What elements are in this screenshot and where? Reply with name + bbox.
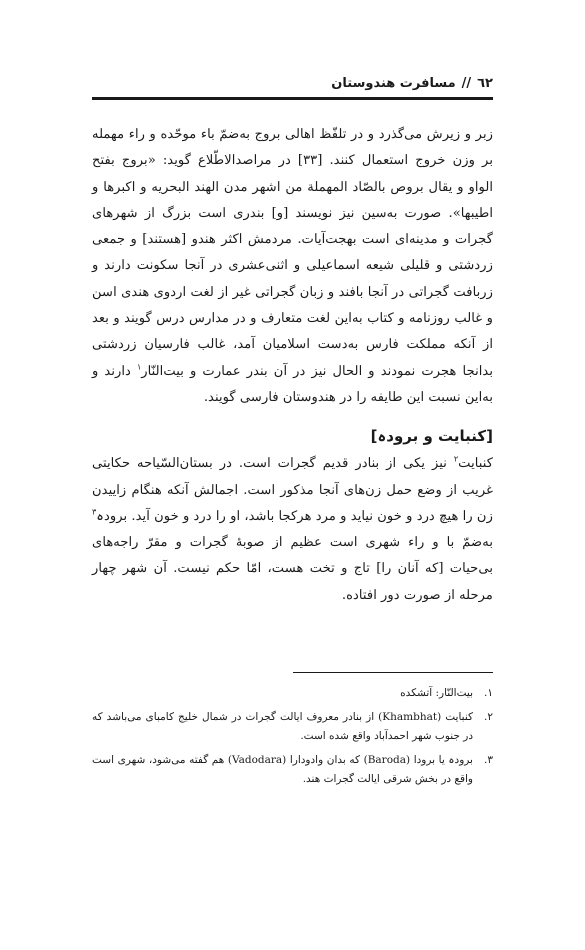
header-rule [92, 97, 493, 100]
footnote-item [92, 751, 493, 790]
paragraph-borouj-tail: دارند و به‌این نسبت این طایفه را در هندوستان فارسی گویند. [92, 363, 493, 405]
footnote-item [92, 708, 493, 747]
page-number: ٦٢ [477, 75, 493, 91]
paragraph-borouj-text: زبر و زیرش می‌گذرد و در تلفّظ اهالی بروج به‌ضمّ باء موحّده و راء مهمله بر وزن خروج استعمال کنند. [۳۳] در مراصدالاطّلاع گوید: «بروج بفتح الواو و يقال بروص بالصّاد المهملة من اشهر مدن الهند البحريه و اكبرها و اطيبها». صورت به‌سین نیز نویسند [و] بندری است بزرگ از شهرهای گجرات و مدینه‌ای است بهجت‌آیات. مردمش اکثر هندو [هستند] و جمعی زردشتی و قلیلی شیعه اسماعیلی و اثنی‌عشری در آنجا سکونت دارند و زربافت گجراتی در آنجا بافند و زبان گجراتی غیر از لغت اردوی هندی اسن و غالب روزنامه و کتاب به‌این لغت متعارف و در مدارس درس گویند و بعد از آنکه مملکت فارس به‌دست اسلامیان آمد، غالب فارسیان زردشتی بدانجا هجرت نمودند و الحال نیز در آن بندر عمارت و [92, 127, 494, 379]
section-heading: [کنبایت و برودہ] [370, 427, 493, 446]
footnote-mark-1[interactable]: ۱ [136, 362, 142, 372]
footnote-number: ۳. [484, 753, 493, 766]
footnote-mark-2[interactable]: ۲ [453, 454, 459, 464]
term-kanbayat: کنبایت [458, 456, 493, 472]
paragraph-kanbayat-text-a: نیز یکی از بنادر قدیم گجرات است. در بستان‌السّیاحه حکایتی غریب از وضع حمل زن‌های آنجا مذکور است. اجمالش آنکه هنگام زاییدن زن را هیچ درد و خون نیاید و مرد هرکجا باشد، او را درد و خون آید. برودہ [92, 456, 493, 524]
book-title: مسافرت هندوستان [331, 75, 456, 91]
footnote-text: بیت‌النّار: آتشکده [400, 687, 473, 699]
footnote-mark-3[interactable]: ۳ [92, 507, 97, 517]
running-header [92, 70, 493, 96]
main-text [92, 122, 493, 609]
paragraph-kanbayat [92, 451, 493, 609]
header-separator: // [461, 75, 472, 91]
paragraph-kanbayat-text-b: به‌ضمّ با و راء شهری است عظیم از صوبهٔ گجرات و مقرّ راجه‌های بی‌حیات [که آنان را] تاج و تخت هست، امّا حکم نیست. آن شهر چهار مرحله از صورت دور افتاده. [92, 535, 493, 603]
footnotes [92, 684, 493, 794]
footnote-item [92, 684, 493, 704]
term-beit-al-nar: بیت‌النّار [141, 363, 184, 379]
footnote-text: کنبایت (Khambhat) از بنادر معروف ایالت گجرات در شمال خلیج کامبای می‌باشد که در جنوب شهر احمدآباد واقع شده است. [92, 710, 473, 742]
footnote-number: ۱. [484, 687, 493, 699]
footnote-rule [293, 672, 493, 673]
paragraph-borouj [92, 122, 493, 411]
footnote-number: ۲. [484, 710, 493, 723]
footnote-text: برودہ یا برودا (Baroda) که بدان وادودارا (Vadodara) هم گفته می‌شود، شهری است واقع در بخش شرقی ایالت گجرات هند. [92, 753, 473, 785]
